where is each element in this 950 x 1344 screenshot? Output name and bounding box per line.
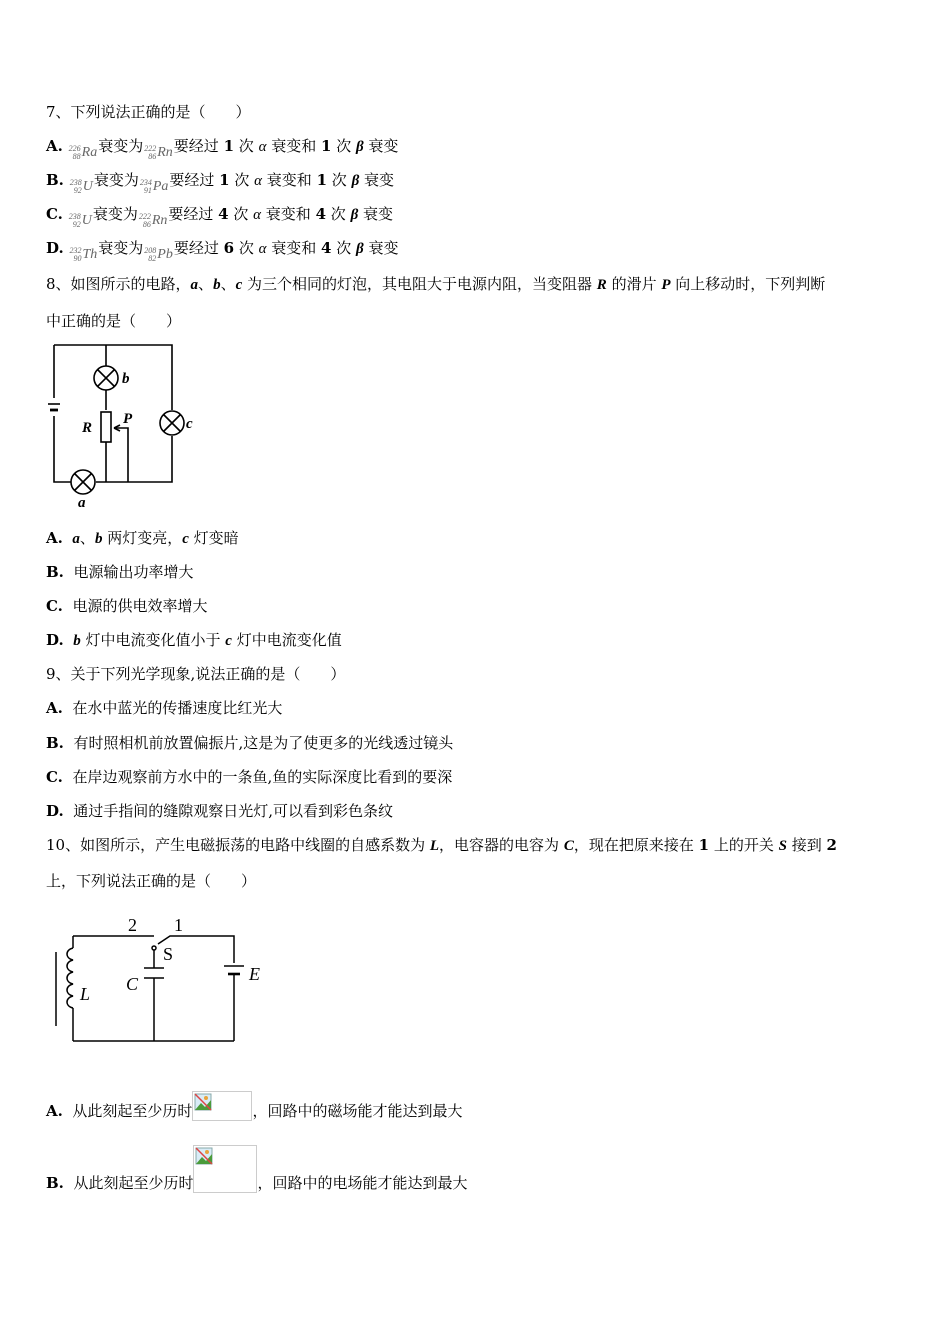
q9-option-d: D. 通过手指间的缝隙观察日光灯,可以看到彩色条纹 bbox=[46, 802, 394, 820]
q7-stem: 7、下列说法正确的是（ ） bbox=[46, 103, 251, 121]
q10-option-b: B. 从此刻起至少历时 ，回路中的电场能才能达到最大 bbox=[46, 1173, 467, 1193]
option-letter: A. bbox=[46, 137, 63, 155]
q8-option-c: C. 电源的供电效率增大 bbox=[46, 597, 208, 615]
nuclide-daughter: 208 82 Pb bbox=[144, 246, 173, 263]
label-C: C bbox=[126, 974, 139, 994]
nuclide-daughter: 222 86 Rn bbox=[138, 212, 168, 229]
nuclide-daughter: 234 91 Pa bbox=[139, 178, 169, 195]
broken-image-icon bbox=[194, 1093, 212, 1111]
nuclide-parent: 226 88 Ra bbox=[68, 144, 98, 161]
label-c: c bbox=[186, 416, 193, 432]
q10-lc-circuit-diagram bbox=[46, 908, 276, 1048]
q7-option-a: A. 226 88 Ra 衰变为 222 86 Rn 要经过 1 次 α 衰变和 1 次 β 衰变 bbox=[46, 137, 399, 161]
q8-option-d: D. b 灯中电流变化值小于 c 灯中电流变化值 bbox=[46, 631, 342, 649]
label-a: a bbox=[78, 495, 86, 511]
q8-circuit-diagram bbox=[40, 340, 200, 512]
q9-option-b: B. 有时照相机前放置偏振片,这是为了使更多的光线透过镜头 bbox=[46, 734, 454, 752]
q8-option-b: B. 电源输出功率增大 bbox=[46, 563, 194, 581]
label-1: 1 bbox=[174, 915, 183, 935]
label-L: L bbox=[80, 984, 91, 1004]
label-P: P bbox=[123, 411, 133, 427]
broken-image-icon bbox=[195, 1147, 213, 1165]
nuclide-parent: 238 92 U bbox=[68, 212, 92, 229]
nuclide-parent: 232 90 Th bbox=[69, 246, 98, 263]
q7-option-b: B. 238 92 U 衰变为 234 91 Pa 要经过 1 次 α 衰变和 1 次 β 衰变 bbox=[46, 171, 395, 195]
q7-option-d: D. 232 90 Th 衰变为 208 82 Pb 要经过 6 次 α 衰变和 4 次 β 衰变 bbox=[46, 239, 399, 263]
label-2: 2 bbox=[128, 915, 137, 935]
broken-image-placeholder bbox=[192, 1091, 252, 1121]
label-R: R bbox=[82, 420, 93, 436]
q8-option-a: A. a、b 两灯变亮，c 灯变暗 bbox=[46, 529, 239, 547]
label-S: S bbox=[163, 944, 174, 964]
option-letter: B. bbox=[46, 171, 64, 189]
label-E: E bbox=[249, 964, 260, 984]
option-letter: D. bbox=[46, 239, 64, 257]
label-b: b bbox=[122, 371, 130, 387]
nuclide-daughter: 222 86 Rn bbox=[144, 144, 173, 161]
q8-stem: 8、如图所示的电路，a、b、c 为三个相同的灯泡，其电阻大于电源内阻，当变阻器 R 的滑片 P 向上移动时，下列判断 bbox=[46, 275, 826, 293]
q10-stem: 10、如图所示，产生电磁振荡的电路中线圈的自感系数为 L，电容器的电容为 C，现在把原来接在 1 上的开关 S 接到 2 bbox=[46, 836, 837, 854]
q9-option-c: C. 在岸边观察前方水中的一条鱼,鱼的实际深度比看到的要深 bbox=[46, 768, 453, 786]
broken-image-placeholder bbox=[193, 1145, 257, 1193]
nuclide-parent: 238 92 U bbox=[69, 178, 93, 195]
option-letter: C. bbox=[46, 205, 63, 223]
q9-option-a: A. 在水中蓝光的传播速度比红光大 bbox=[46, 699, 283, 717]
q10-option-a: A. 从此刻起至少历时 ，回路中的磁场能才能达到最大 bbox=[46, 1101, 462, 1121]
q10-stem-line2: 上，下列说法正确的是（ ） bbox=[46, 872, 257, 890]
q8-stem-line2: 中正确的是（ ） bbox=[46, 312, 182, 330]
q9-stem: 9、关于下列光学现象,说法正确的是（ ） bbox=[46, 665, 346, 683]
q7-option-c: C. 238 92 U 衰变为 222 86 Rn 要经过 4 次 α 衰变和 4 次 β 衰变 bbox=[46, 205, 394, 229]
